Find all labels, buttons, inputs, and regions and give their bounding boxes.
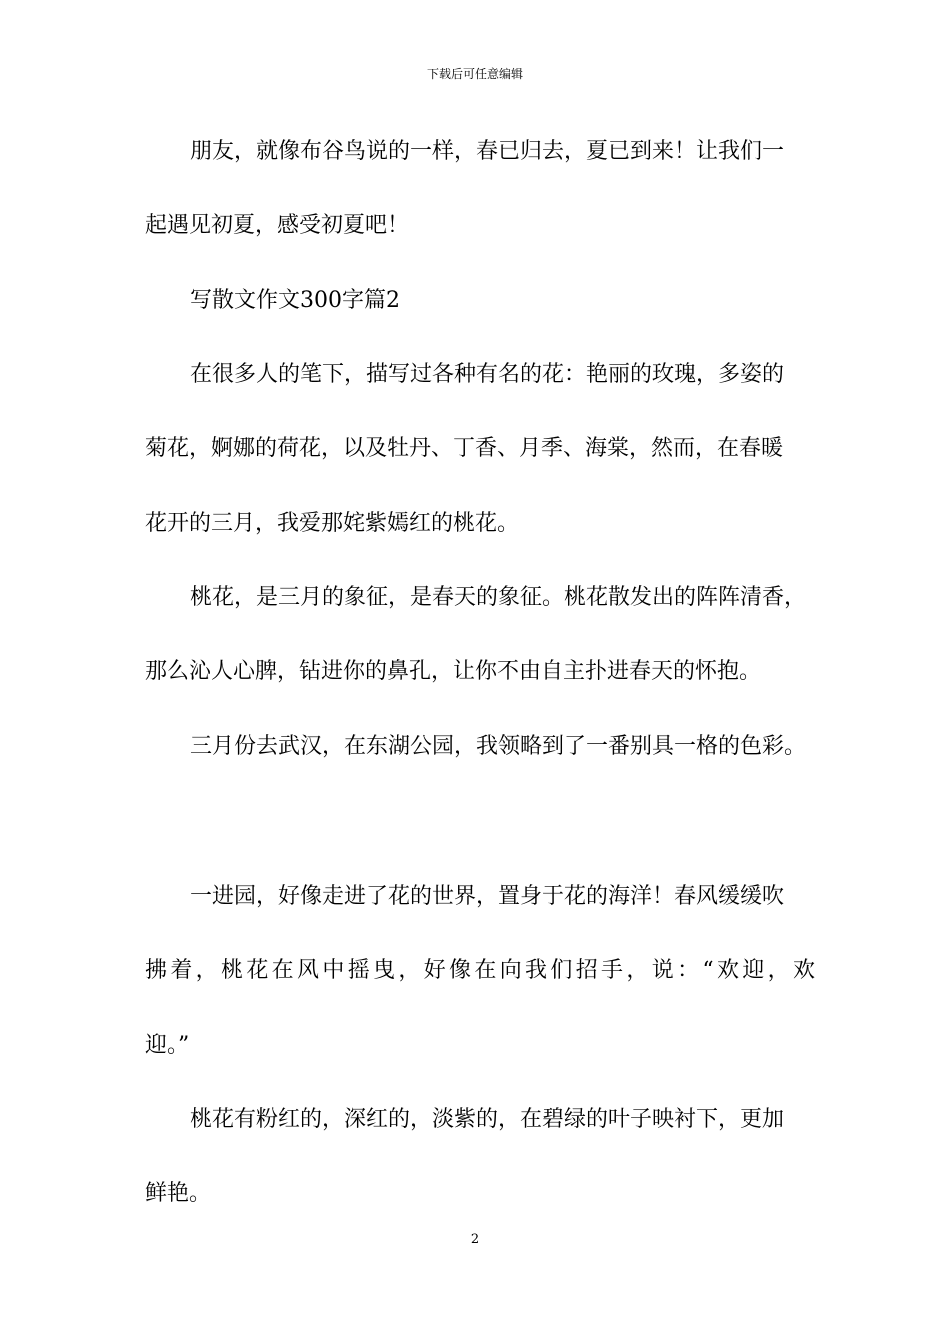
text-line: 那么沁人心脾，钻进你的鼻孔，让你不由自主扑进春天的怀抱。 — [145, 659, 762, 684]
text-line: 在很多人的笔下，描写过各种有名的花：艳丽的玫瑰，多姿的 — [190, 362, 785, 387]
text-line: 三月份去武汉，在东湖公园，我领略到了一番别具一格的色彩。 — [190, 734, 807, 759]
section-heading: 写散文作文300字篇2 — [190, 288, 400, 313]
page-number: 2 — [470, 1232, 480, 1247]
text-line: 拂着，桃花在风中摇曳，好像在向我们招手，说：“欢迎，欢 — [145, 958, 815, 983]
text-line: 桃花有粉红的，深红的，淡紫的，在碧绿的叶子映衬下，更加 — [190, 1107, 785, 1132]
text-line: 菊花，婀娜的荷花，以及牡丹、丁香、月季、海棠，然而，在春暖 — [145, 436, 784, 461]
text-line: 桃花，是三月的象征，是春天的象征。桃花散发出的阵阵清香， — [190, 585, 807, 610]
text-line: 迎。” — [145, 1033, 190, 1058]
page-header: 下载后可任意编辑 — [426, 67, 523, 81]
text-line: 一进园，好像走进了花的世界，置身于花的海洋！春风缓缓吹 — [190, 884, 785, 909]
text-line: 朋友，就像布谷鸟说的一样，春已归去，夏已到来！让我们一 — [190, 139, 785, 164]
text-line: 花开的三月，我爱那姹紫嫣红的桃花。 — [145, 511, 520, 536]
text-line: 起遇见初夏，感受初夏吧！ — [145, 213, 410, 238]
text-line: 鲜艳。 — [145, 1181, 212, 1206]
